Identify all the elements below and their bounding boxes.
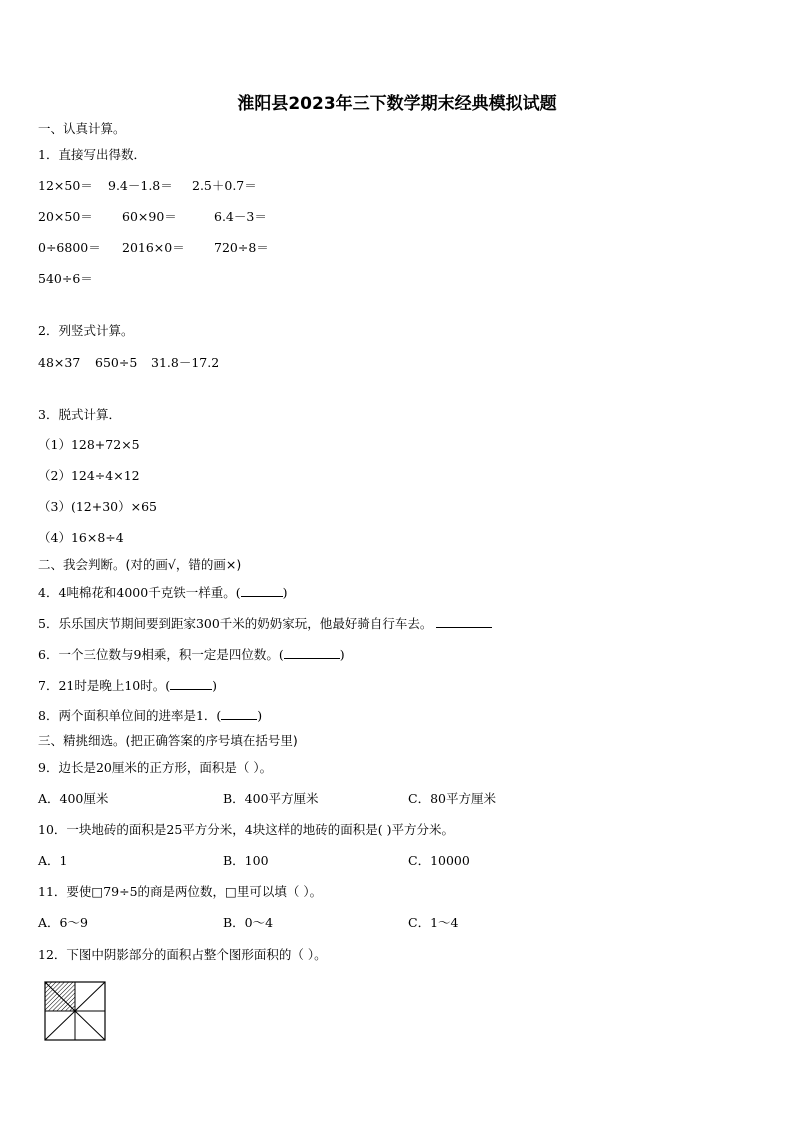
option-b[interactable]: B．400平方厘米 [223, 791, 319, 806]
q10-stem: 10．一块地砖的面积是25平方分米，4块这样的地砖的面积是( )平方分米。 [38, 822, 454, 837]
q2-item: 650÷5 [95, 355, 138, 370]
option-b[interactable]: B．100 [223, 853, 269, 868]
q1-item: 20×50＝ [38, 209, 93, 224]
q3-stem: 3．脱式计算． [38, 407, 121, 422]
q3-item-3: （3）(12+30）×65 [38, 499, 157, 514]
option-b[interactable]: B．0～4 [223, 915, 274, 930]
section-2-heading: 二、我会判断。(对的画√，错的画×) [38, 557, 242, 572]
q9-stem: 9．边长是20厘米的正方形，面积是（ ）。 [38, 760, 273, 775]
q1-item: 720÷8＝ [214, 240, 269, 255]
q2-stem: 2．列竖式计算。 [38, 323, 134, 338]
q1-item: 2016×0＝ [122, 240, 185, 255]
q9-options [38, 791, 496, 807]
diagonal-line [45, 1011, 75, 1040]
q3-item-2: （2）124÷4×12 [38, 468, 140, 483]
answer-blank[interactable] [241, 584, 283, 597]
q4-text: 4．4吨棉花和4000千克铁一样重。( [38, 585, 241, 600]
q2-item: 48×37 [38, 355, 81, 370]
q7-text: 7．21时是晚上10时。( [38, 678, 171, 693]
q1-item: 12×50＝ [38, 178, 93, 193]
q4 [38, 584, 288, 601]
q1-item: 6.4－3＝ [214, 209, 267, 224]
answer-blank[interactable] [170, 677, 212, 690]
q1-item: 2.5＋0.7＝ [192, 178, 257, 193]
q3-item-1: （1）128+72×5 [38, 437, 140, 452]
q8 [38, 707, 262, 724]
answer-blank[interactable] [284, 646, 340, 659]
q1-row-2 [38, 209, 267, 225]
q5 [38, 615, 492, 632]
q11-options [38, 915, 458, 931]
q7 [38, 677, 217, 694]
q6 [38, 646, 345, 663]
q12-stem: 12．下图中阴影部分的面积占整个图形面积的（ ）。 [38, 947, 327, 962]
q3-item-4: （4）16×8÷4 [38, 530, 124, 545]
q1-stem: 1．直接写出得数． [38, 147, 146, 162]
q8-text: 8．两个面积单位间的进率是1．( [38, 708, 222, 723]
diagonal-line [75, 982, 105, 1011]
q11-stem: 11．要使□79÷5的商是两位数，□里可以填（ ）。 [38, 884, 323, 899]
option-a[interactable]: A．1 [38, 853, 68, 868]
q6-text: 6．一个三位数与9相乘，积一定是四位数。( [38, 647, 284, 662]
option-c[interactable]: C．10000 [408, 853, 470, 868]
q2-item: 31.8－17.2 [151, 355, 220, 370]
q6-end: ) [339, 647, 345, 662]
q1-row-4 [38, 271, 93, 287]
q1-item: 60×90＝ [122, 209, 177, 224]
option-a[interactable]: A．6～9 [38, 915, 88, 930]
q1-row-3 [38, 240, 269, 256]
q4-end: ) [282, 585, 288, 600]
section-1-heading: 一、认真计算。 [38, 121, 126, 136]
shaded-square-figure [44, 981, 106, 1041]
answer-blank[interactable] [221, 707, 257, 720]
option-c[interactable]: C．1～4 [408, 915, 459, 930]
q1-item: 9.4－1.8＝ [108, 178, 173, 193]
q1-item: 0÷6800＝ [38, 240, 101, 255]
q5-text: 5．乐乐国庆节期间要到距家300千米的奶奶家玩，他最好骑自行车去。 [38, 616, 433, 631]
section-3-heading: 三、精挑细选。(把正确答案的序号填在括号里) [38, 733, 298, 748]
q7-end: ) [212, 678, 218, 693]
option-a[interactable]: A．400厘米 [38, 791, 109, 806]
answer-blank[interactable] [436, 615, 492, 628]
page-title: 淮阳县2023年三下数学期末经典模拟试题 [237, 94, 557, 114]
diagonal-line [75, 1011, 105, 1040]
q1-item: 540÷6＝ [38, 271, 93, 286]
q10-options [38, 853, 470, 869]
option-c[interactable]: C．80平方厘米 [408, 791, 496, 806]
q8-end: ) [257, 708, 263, 723]
q1-row-1 [38, 178, 257, 194]
q2-items [38, 355, 219, 371]
